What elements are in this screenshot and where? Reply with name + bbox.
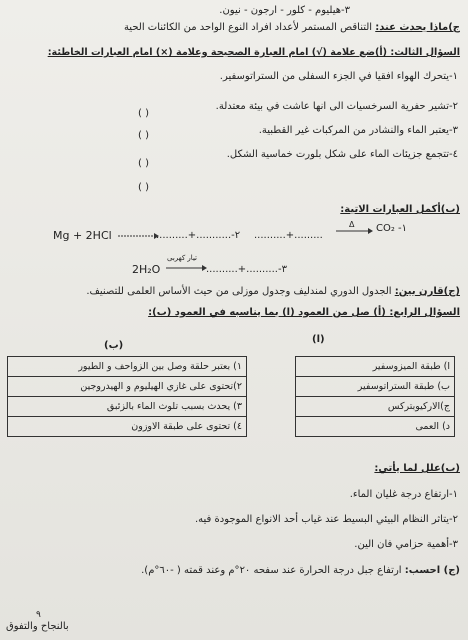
- eq-arrow-3: [164, 262, 208, 274]
- eq-mg-dots: ..........+...........-٢: [156, 230, 241, 241]
- table-row: [8, 397, 455, 417]
- col-b-cell[interactable]: ٤) تحتوى على طبقة الاوزون: [8, 417, 247, 437]
- q3-item-4: ٤-تتجمع جزيئات الماء على شكل بلورت خماسية الشكل.: [226, 149, 458, 160]
- q3-answer-4[interactable]: ( ): [138, 182, 149, 193]
- top-line-0: ٣-هيليوم - كلور - ارجون - نيون.: [219, 5, 350, 16]
- eq-heat-label: Δ: [349, 220, 355, 229]
- table-row: [8, 377, 455, 397]
- q3-answer-3[interactable]: ( ): [138, 158, 149, 169]
- page-number: ٩: [36, 610, 41, 620]
- col-b-cell[interactable]: ٣) يحدث بسبب تلوث الماء بالزئبق: [8, 397, 247, 417]
- q3-answer-1[interactable]: ( ): [138, 108, 149, 119]
- reason-2: ٢-يتاثر النظام البيئي البسيط عند غياب أحد الانواع الموجودة فيه.: [195, 514, 458, 525]
- what-happens-label: ج)ماذا يحدث عند:: [375, 22, 460, 33]
- q4b-title: (ب)علل لما يأتي:: [374, 463, 460, 474]
- compare-text: الجدول الدوري لمندليف وجدول موزلى من حيث الأساس العلمى للتصنيف.: [86, 286, 392, 297]
- q3-answer-2[interactable]: ( ): [138, 130, 149, 141]
- col-a-cell[interactable]: د) العمى: [296, 417, 455, 437]
- calc-label: (ج) احسب:: [404, 565, 460, 576]
- col-b-header: (ب): [104, 340, 124, 351]
- reason-1: ١-ارتفاع درجة غليان الماء.: [349, 489, 458, 500]
- matching-table: [7, 356, 455, 437]
- q3b-title: (ب)أكمل العبارات الاتية:: [340, 204, 460, 215]
- col-a-cell[interactable]: ب) طبقة الستراتوسفير: [296, 377, 455, 397]
- eq-water-dots: ..........+..........-٣: [206, 264, 287, 275]
- col-a-cell[interactable]: ج)الاركيوبتركس: [296, 397, 455, 417]
- eq-electric-label: تيار كهربى: [167, 254, 198, 262]
- col-a-header: (ا): [312, 334, 325, 345]
- eq-co2: CO₂ -١: [376, 223, 408, 234]
- table-row: [8, 417, 455, 437]
- calc-line: [141, 564, 460, 577]
- calc-text: ارتفاع جبل درجة الحرارة عند سفحه ٢٠°م وعند قمته ( -٦٠°م).: [141, 565, 402, 576]
- q3-item-2: ٢-تشير حفرية السرخسيات الى انها عاشت في بيئة معتدلة.: [215, 101, 458, 112]
- col-b-cell[interactable]: ٢)تحتوى على غازي الهيليوم و الهيدروجين: [8, 377, 247, 397]
- col-b-cell[interactable]: ١) بعتبر حلقة وصل بين الزواحف و الطيور: [8, 357, 247, 377]
- q3-item-3: ٣-يعتبر الماء والنشادر من المركبات غير القطبية.: [258, 125, 458, 136]
- q3-title: السؤال الثالث: (أ)ضع علامة (√) امام العبارة الصحيحة وعلامة (×) امام العبارات الخاطئة:: [47, 47, 460, 58]
- q3-item-1: ١-يتحرك الهواء افقيا في الجزء السفلى من الستراتوسفير.: [219, 71, 458, 82]
- eq-mg: Mg + 2HCl: [53, 229, 112, 242]
- q4-title: السؤال الرابع: (أ) صل من العمود (ا) بما يناسبه في العمود (ب):: [148, 307, 460, 318]
- col-a-cell[interactable]: ا) طبقة الميزوسفير: [296, 357, 455, 377]
- eq-water: 2H₂O: [132, 263, 161, 276]
- eq-co2-dots: ..........+.........: [254, 230, 323, 241]
- reason-3: ٣-أهمية حزامي فان الين.: [354, 539, 458, 550]
- eq-arrow-1: [116, 230, 160, 242]
- table-row: [8, 357, 455, 377]
- what-happens-text: التناقص المستمر لأعداد افراد النوع الواحد من الكائنات الحية: [123, 22, 373, 33]
- footer-wish: بالنجاح والتفوق: [6, 621, 69, 632]
- compare-line: [86, 285, 460, 298]
- compare-label: (ج)قارن بين:: [394, 286, 460, 297]
- what-happens-line: [124, 21, 460, 34]
